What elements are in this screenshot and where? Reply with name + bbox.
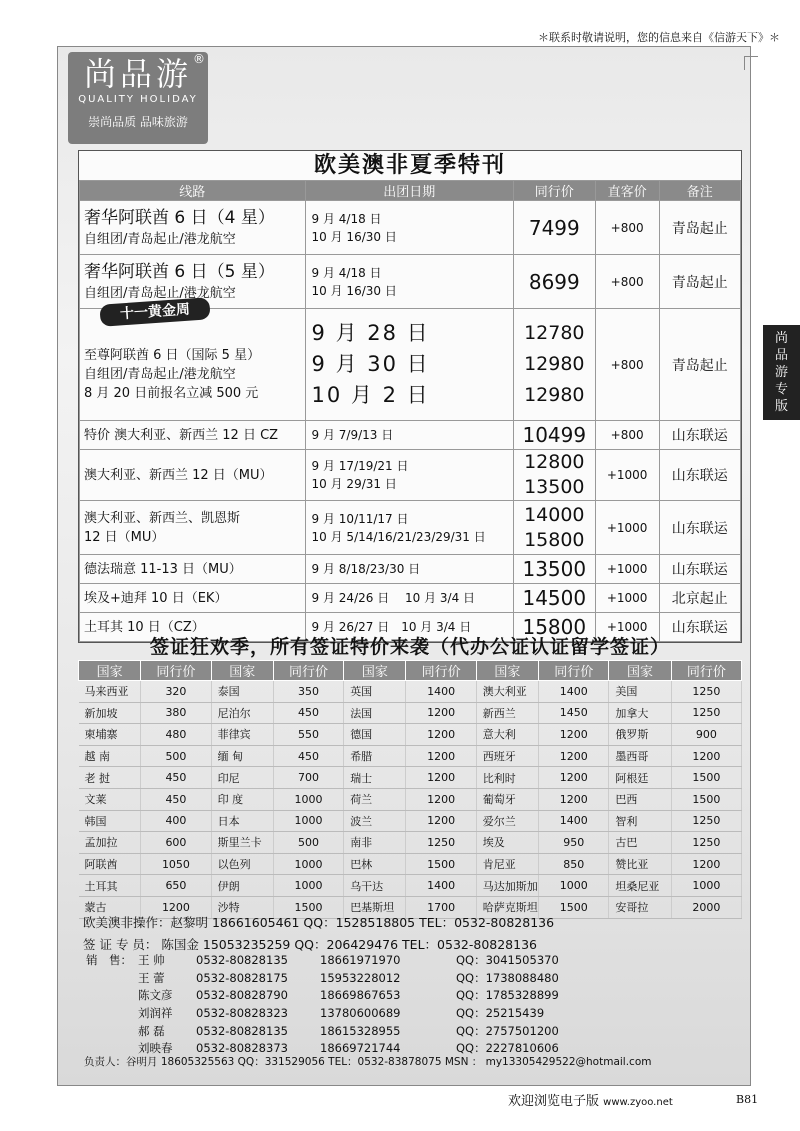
visa-price: 1000: [539, 875, 609, 897]
visa-row: [79, 832, 742, 854]
corner-mark: [744, 56, 758, 70]
route-line: 澳大利亚、新西兰、凯恩斯: [84, 510, 241, 526]
column-header: 直客价: [595, 181, 659, 201]
visa-country: 比利时: [476, 767, 538, 789]
trade-price: 13500: [522, 557, 587, 581]
visa-country: 加拿大: [609, 702, 671, 724]
visa-price: 380: [141, 702, 211, 724]
visa-price: 1500: [406, 853, 476, 875]
visa-price: 320: [141, 681, 211, 703]
date-line: 9 月 10/11/17 日: [311, 511, 409, 526]
visa-price: 1400: [406, 875, 476, 897]
visa-price: 450: [273, 702, 343, 724]
registered-mark: ®: [193, 52, 205, 66]
visa-price: 1000: [273, 788, 343, 810]
note-cell: 山东联运: [659, 450, 740, 501]
visa-country: 乌干达: [344, 875, 406, 897]
tour-row: [80, 584, 741, 613]
visa-price: 450: [141, 788, 211, 810]
sales-field: 王 帅: [138, 953, 165, 967]
visa-column-header: 国家: [609, 661, 671, 681]
visa-country: 以色列: [211, 853, 273, 875]
route-line: 澳大利亚、新西兰 12 日（MU）: [84, 467, 273, 483]
visa-price: 550: [273, 724, 343, 746]
visa-row: [79, 724, 742, 746]
visa-column-header: 国家: [211, 661, 273, 681]
visa-price: 1700: [406, 896, 476, 918]
visa-country: 土耳其: [79, 875, 141, 897]
visa-price: 850: [539, 853, 609, 875]
sales-field: 刘映春: [138, 1041, 173, 1056]
visa-price: 1400: [406, 681, 476, 703]
sales-field: QQ：25215439: [456, 1006, 545, 1021]
direct-price: +800: [595, 201, 659, 255]
side-tab-char: 版: [774, 399, 788, 414]
sales-row: [138, 987, 618, 1005]
visa-country: 爱尔兰: [476, 810, 538, 832]
side-tab-char: 游: [774, 365, 788, 380]
visa-price: 450: [141, 767, 211, 789]
visa-country: 马来西亚: [79, 681, 141, 703]
date-cell: [305, 201, 513, 255]
route-line: 12 日（MU）: [84, 529, 165, 545]
date-cell: [305, 501, 513, 555]
sales-field: 18669867653: [320, 988, 401, 1003]
date-line: 10 月 16/30 日: [311, 229, 397, 244]
trade-price: 12980: [524, 384, 585, 406]
direct-price: +1000: [595, 613, 659, 642]
side-tab: [763, 325, 800, 420]
logo-name: 尚品游: [83, 55, 192, 93]
page-number: B81: [736, 1093, 759, 1106]
direct-price: +800: [595, 255, 659, 309]
trade-price: 13500: [524, 476, 585, 498]
date-line: 10 月 2 日: [311, 383, 430, 407]
logo-slogan: 崇尚品质 品味旅游: [88, 115, 188, 129]
visa-price: 1500: [671, 788, 741, 810]
sales-field: 0532-80828373: [196, 1041, 288, 1056]
visa-table: [78, 660, 742, 919]
sales-field: QQ：3041505370: [456, 953, 559, 967]
direct-price: +1000: [595, 450, 659, 501]
note-cell: 青岛起止: [659, 255, 740, 309]
bottom-url[interactable]: www.zyoo.net: [603, 1097, 673, 1108]
visa-price: 500: [273, 832, 343, 854]
visa-country: 南非: [344, 832, 406, 854]
route-line: 奢华阿联酋 6 日（5 星）: [84, 262, 275, 282]
column-header: 出团日期: [305, 181, 513, 201]
visa-country: 法国: [344, 702, 406, 724]
direct-price: +1000: [595, 555, 659, 584]
visa-country: 老 挝: [79, 767, 141, 789]
visa-country: 英国: [344, 681, 406, 703]
visa-price: 1500: [273, 896, 343, 918]
visa-price: 1250: [671, 810, 741, 832]
sales-label: 销 售：: [86, 953, 132, 967]
visa-country: 沙特: [211, 896, 273, 918]
trade-price: 12980: [524, 353, 585, 375]
sales-field: 0532-80828135: [196, 1023, 288, 1038]
visa-country: 澳大利亚: [476, 681, 538, 703]
route-line: 8 月 20 日前报名立减 500 元: [84, 386, 259, 401]
visa-country: 西班牙: [476, 745, 538, 767]
sales-row: [138, 1005, 618, 1023]
visa-title: 签证狂欢季，所有签证特价来袭（代办公证认证留学签证）: [149, 636, 670, 658]
side-tab-char: 品: [774, 348, 788, 363]
visa-row: [79, 681, 742, 703]
visa-country: 伊朗: [211, 875, 273, 897]
date-line: 9 月 26/27 日 10 月 3/4 日: [311, 620, 472, 634]
route-line: 德法瑞意 11-13 日（MU）: [84, 561, 242, 577]
sales-field: 0532-80828323: [196, 1006, 288, 1021]
date-line: 9 月 4/18 日: [311, 211, 382, 226]
tour-table: [79, 180, 741, 642]
sales-field: 0532-80828135: [196, 953, 288, 967]
visa-price: 950: [539, 832, 609, 854]
note-cell: 山东联运: [659, 613, 740, 642]
visa-country: 尼泊尔: [211, 702, 273, 724]
visa-country: 新西兰: [476, 702, 538, 724]
visa-price: 400: [141, 810, 211, 832]
source-note: ＊联系时敬请说明，您的信息来自《信游天下》＊: [538, 31, 780, 44]
visa-row: [79, 853, 742, 875]
date-cell: [305, 421, 513, 450]
column-header: 同行价: [513, 181, 595, 201]
date-cell: [305, 309, 513, 421]
tour-row: [80, 309, 741, 421]
visa-country: 埃及: [476, 832, 538, 854]
sales-field: 0532-80828175: [196, 970, 288, 985]
visa-price: 350: [273, 681, 343, 703]
route-line: 至尊阿联酋 6 日（国际 5 星）: [84, 348, 261, 363]
tour-row: [80, 421, 741, 450]
column-header: 线路: [80, 181, 306, 201]
visa-country: 荷兰: [344, 788, 406, 810]
sales-row: [138, 952, 618, 970]
visa-price: 450: [273, 745, 343, 767]
sales-row: [138, 970, 618, 988]
visa-row: [79, 810, 742, 832]
direct-price: +800: [595, 421, 659, 450]
date-line: 9 月 28 日: [311, 321, 430, 345]
sales-field: QQ：1738088480: [456, 970, 559, 985]
price-cell: [513, 309, 595, 421]
visa-price: 1500: [671, 767, 741, 789]
bottom-text: 欢迎浏览电子版: [508, 1094, 600, 1109]
visa-country: 意大利: [476, 724, 538, 746]
visa-price: 600: [141, 832, 211, 854]
visa-country: 菲律宾: [211, 724, 273, 746]
visa-price: 1200: [671, 853, 741, 875]
tour-row: [80, 501, 741, 555]
visa-column-header: 同行价: [671, 661, 741, 681]
route-cell: [80, 421, 306, 450]
visa-country: 韩国: [79, 810, 141, 832]
route-cell: [80, 501, 306, 555]
sales-row: [138, 1023, 618, 1041]
visa-row: [79, 767, 742, 789]
visa-country: 波兰: [344, 810, 406, 832]
date-line: 9 月 8/18/23/30 日: [311, 562, 421, 576]
main-title: 欧美澳非夏季特刊: [313, 153, 506, 178]
sales-field: 郝 磊: [138, 1023, 165, 1038]
visa-price: 1200: [406, 810, 476, 832]
trade-price: 10499: [522, 423, 587, 447]
tour-price-box: [78, 150, 742, 643]
visa-country: 日本: [211, 810, 273, 832]
route-cell: [80, 555, 306, 584]
visa-price: 480: [141, 724, 211, 746]
visa-price: 1200: [539, 767, 609, 789]
visa-country: 赞比亚: [609, 853, 671, 875]
date-cell: [305, 450, 513, 501]
date-line: 10 月 16/30 日: [311, 283, 397, 298]
direct-price: +800: [595, 309, 659, 421]
visa-column-header: 同行价: [406, 661, 476, 681]
brand-logo: [68, 52, 208, 144]
logo-english: QUALITY HOLIDAY: [78, 94, 198, 105]
visa-box: [78, 660, 742, 919]
date-line: 9 月 17/19/21 日: [311, 459, 409, 473]
visa-price: 1000: [273, 810, 343, 832]
note-cell: 山东联运: [659, 555, 740, 584]
visa-price: 1200: [406, 788, 476, 810]
visa-country: 斯里兰卡: [211, 832, 273, 854]
visa-country: 阿联酋: [79, 853, 141, 875]
visa-row: [79, 702, 742, 724]
visa-price: 1000: [273, 875, 343, 897]
note-cell: 青岛起止: [659, 201, 740, 255]
visa-price: 650: [141, 875, 211, 897]
route-cell: [80, 450, 306, 501]
price-cell: [513, 555, 595, 584]
visa-country: 巴西: [609, 788, 671, 810]
visa-price: 1200: [539, 745, 609, 767]
visa-price: 700: [273, 767, 343, 789]
visa-column-header: 国家: [344, 661, 406, 681]
trade-price: 14000: [524, 503, 585, 526]
sales-field: 王 蕾: [138, 970, 165, 985]
visa-price: 1200: [671, 745, 741, 767]
visa-price: 1200: [406, 724, 476, 746]
visa-country: 葡萄牙: [476, 788, 538, 810]
visa-price: 1200: [406, 702, 476, 724]
date-line: 9 月 7/9/13 日: [311, 428, 394, 442]
visa-price: 1500: [539, 896, 609, 918]
date-line: 9 月 24/26 日 10 月 3/4 日: [311, 591, 476, 605]
visa-country: 孟加拉: [79, 832, 141, 854]
visa-country: 坦桑尼亚: [609, 875, 671, 897]
trade-price: 12780: [524, 322, 585, 344]
visa-country: 马达加斯加: [476, 875, 538, 897]
route-line: 埃及+迪拜 10 日（EK）: [84, 590, 228, 606]
visa-column-header: 同行价: [273, 661, 343, 681]
sales-field: QQ：2227810606: [456, 1041, 559, 1056]
visa-country: 美国: [609, 681, 671, 703]
date-line: 10 月 5/14/16/21/23/29/31 日: [311, 529, 486, 544]
sales-field: 13780600689: [320, 1006, 401, 1021]
sales-field: 15953228012: [320, 970, 401, 985]
visa-country: 古巴: [609, 832, 671, 854]
price-cell: [513, 255, 595, 309]
visa-price: 1000: [273, 853, 343, 875]
visa-price: 1000: [671, 875, 741, 897]
price-cell: [513, 421, 595, 450]
visa-country: 柬埔寨: [79, 724, 141, 746]
visa-contact: 签 证 专 员： 陈国金 15053235259 QQ：206429476 TEL：0532-80828136: [83, 937, 537, 952]
visa-price: 1450: [539, 702, 609, 724]
route-line: 奢华阿联酋 6 日（4 星）: [84, 208, 275, 228]
visa-row: [79, 875, 742, 897]
visa-price: 1200: [406, 745, 476, 767]
visa-column-header: 国家: [79, 661, 141, 681]
route-line: 特价 澳大利亚、新西兰 12 日 CZ: [84, 427, 279, 443]
visa-country: 新加坡: [79, 702, 141, 724]
visa-column-header: 同行价: [539, 661, 609, 681]
sales-field: 18615328955: [320, 1023, 401, 1038]
sales-field: 18669721744: [320, 1041, 401, 1056]
visa-column-header: 同行价: [141, 661, 211, 681]
visa-column-header: 国家: [476, 661, 538, 681]
trade-price: 7499: [528, 215, 580, 240]
sales-field: QQ：1785328899: [456, 988, 559, 1003]
visa-country: 俄罗斯: [609, 724, 671, 746]
route-line: 土耳其 10 日（CZ）: [84, 619, 205, 635]
route-line: 自组团/青岛起止/港龙航空: [84, 286, 236, 301]
visa-country: 希腊: [344, 745, 406, 767]
sales-field: 18661971970: [320, 953, 401, 967]
date-cell: [305, 555, 513, 584]
visa-country: 智利: [609, 810, 671, 832]
sales-field: 0532-80828790: [196, 988, 288, 1003]
tour-row: [80, 555, 741, 584]
visa-price: 1400: [539, 810, 609, 832]
visa-price: 1200: [141, 896, 211, 918]
visa-country: 哈萨克斯坦: [476, 896, 538, 918]
date-cell: [305, 255, 513, 309]
date-cell: [305, 584, 513, 613]
operator-contact: 欧美澳非操作：赵黎明 18661605461 QQ：1528518805 TEL：0532-80828136: [83, 915, 555, 930]
sales-field: 陈文彦: [138, 988, 173, 1003]
date-line: 9 月 4/18 日: [311, 265, 382, 280]
visa-country: 安哥拉: [609, 896, 671, 918]
visa-price: 1250: [671, 681, 741, 703]
visa-row: [79, 788, 742, 810]
visa-country: 印 度: [211, 788, 273, 810]
sales-field: QQ：2757501200: [456, 1023, 559, 1038]
visa-country: 德国: [344, 724, 406, 746]
visa-country: 巴林: [344, 853, 406, 875]
visa-price: 1200: [406, 767, 476, 789]
visa-country: 印尼: [211, 767, 273, 789]
trade-price: 15800: [522, 615, 587, 639]
note-cell: 青岛起止: [659, 309, 740, 421]
visa-price: 1250: [671, 832, 741, 854]
date-line: 9 月 30 日: [311, 352, 430, 376]
visa-country: 越 南: [79, 745, 141, 767]
visa-price: 1400: [539, 681, 609, 703]
route-cell: [80, 201, 306, 255]
route-cell: [80, 584, 306, 613]
side-tab-char: 专: [774, 382, 788, 397]
trade-price: 8699: [528, 269, 580, 294]
direct-price: +1000: [595, 584, 659, 613]
visa-country: 墨西哥: [609, 745, 671, 767]
visa-price: 1200: [539, 724, 609, 746]
route-line: 自组团/青岛起止/港龙航空: [84, 232, 236, 247]
direct-price: +1000: [595, 501, 659, 555]
note-cell: 北京起止: [659, 584, 740, 613]
visa-price: 2000: [671, 896, 741, 918]
visa-price: 1250: [671, 702, 741, 724]
trade-price: 12800: [524, 451, 585, 473]
route-line: 自组团/青岛起止/港龙航空: [84, 367, 236, 382]
visa-country: 文莱: [79, 788, 141, 810]
visa-price: 1250: [406, 832, 476, 854]
visa-country: 肯尼亚: [476, 853, 538, 875]
date-line: 10 月 29/31 日: [311, 477, 397, 491]
visa-country: 阿根廷: [609, 767, 671, 789]
tour-row: [80, 450, 741, 501]
visa-country: 瑞士: [344, 767, 406, 789]
price-cell: [513, 501, 595, 555]
price-cell: [513, 450, 595, 501]
visa-price: 900: [671, 724, 741, 746]
visa-country: 缅 甸: [211, 745, 273, 767]
tour-row: [80, 201, 741, 255]
visa-price: 1200: [539, 788, 609, 810]
price-cell: [513, 584, 595, 613]
visa-price: 1050: [141, 853, 211, 875]
manager-contact: 负责人：谷明月 18605325563 QQ：331529056 TEL：0532-83878075 MSN ： my13305429522@hotmail.com: [84, 1056, 652, 1068]
trade-price: 14500: [522, 586, 587, 610]
trade-price: 15800: [524, 528, 585, 551]
golden-week-badge: 十一黄金周: [99, 297, 210, 327]
visa-price: 500: [141, 745, 211, 767]
side-tab-char: 尚: [774, 331, 788, 346]
visa-country: 巴基斯坦: [344, 896, 406, 918]
column-header: 备注: [659, 181, 740, 201]
price-cell: [513, 201, 595, 255]
note-cell: 山东联运: [659, 501, 740, 555]
visa-row: [79, 745, 742, 767]
note-cell: 山东联运: [659, 421, 740, 450]
visa-country: 泰国: [211, 681, 273, 703]
bottom-banner: [508, 1090, 673, 1109]
sales-field: 刘润祥: [138, 1006, 173, 1021]
visa-country: 蒙古: [79, 896, 141, 918]
